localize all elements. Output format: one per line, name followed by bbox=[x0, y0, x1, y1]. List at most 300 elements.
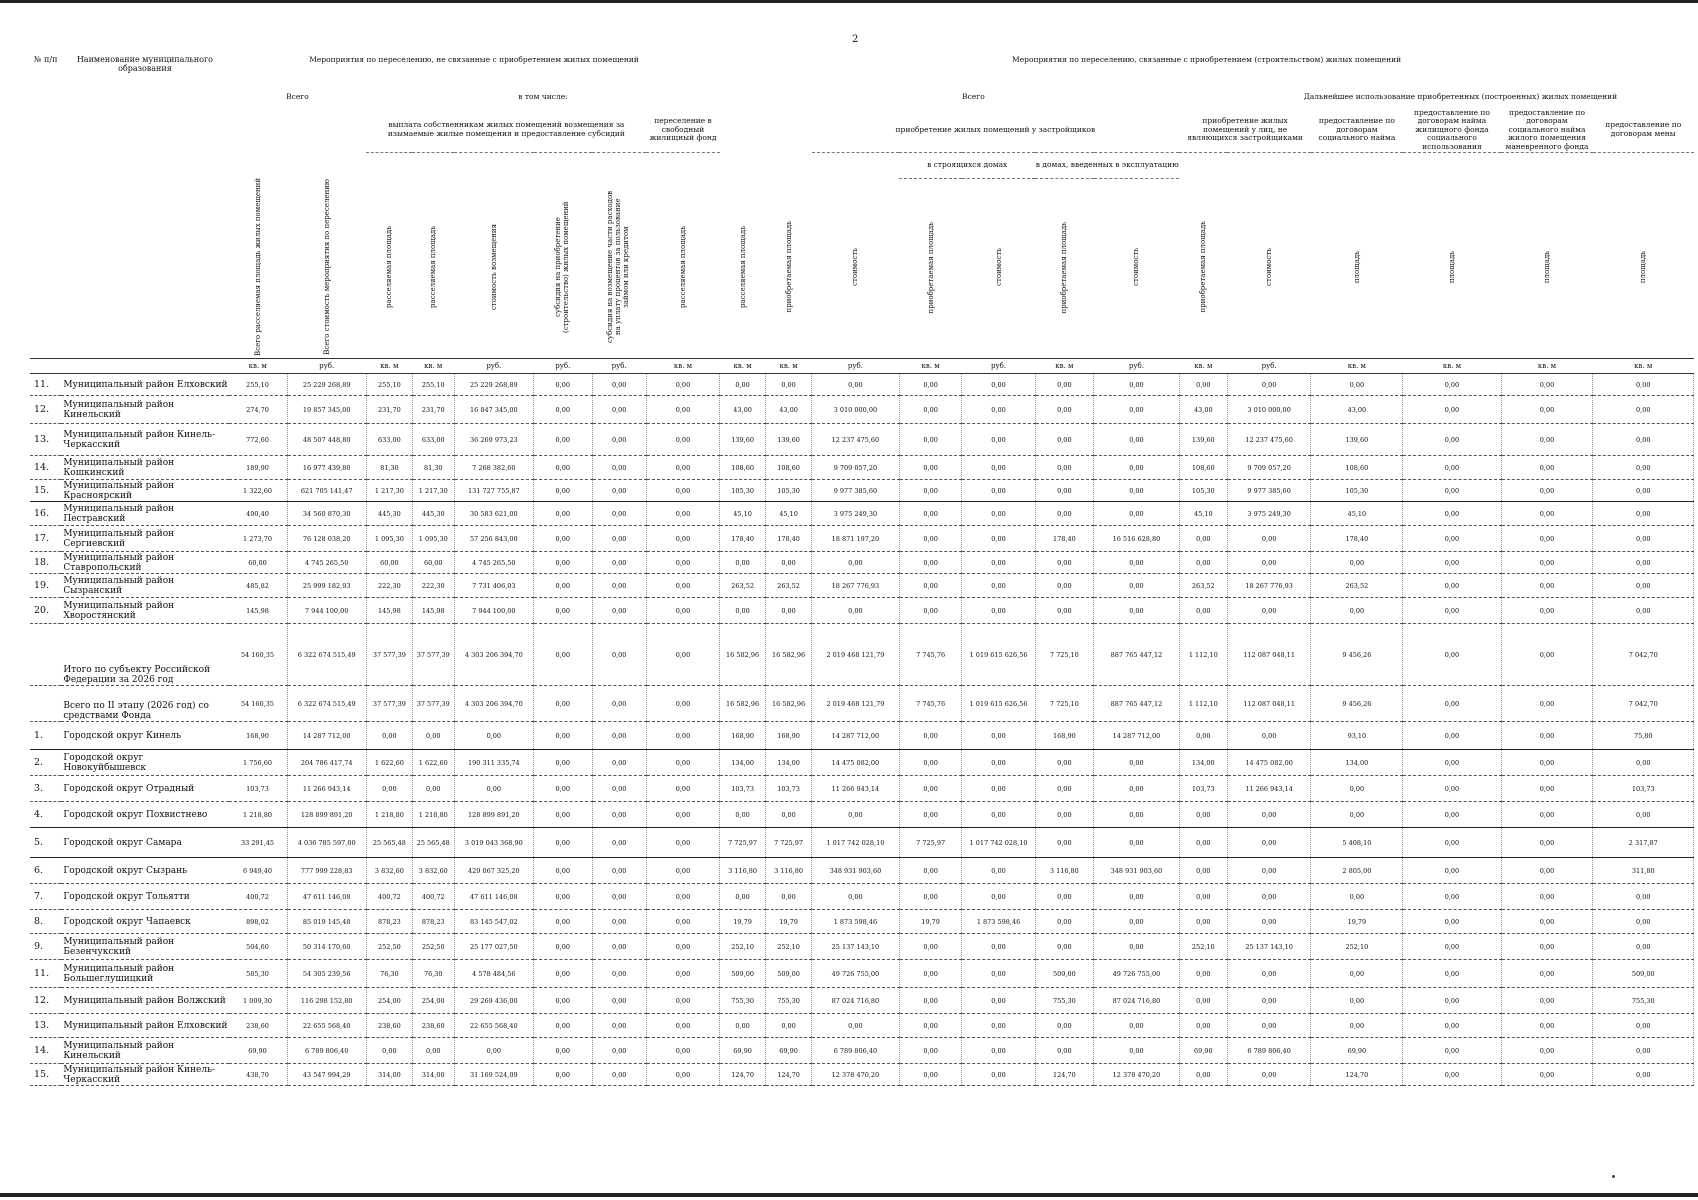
value-cell: 0,00 bbox=[1035, 1038, 1094, 1064]
value-cell: 16 977 439,80 bbox=[287, 456, 366, 480]
value-cell: 0,00 bbox=[1501, 526, 1593, 552]
value-cell: 0,00 bbox=[646, 552, 719, 574]
value-cell: 0,00 bbox=[534, 776, 593, 802]
value-cell: 0,00 bbox=[646, 960, 719, 988]
value-cell: 0,00 bbox=[899, 598, 962, 624]
value-cell: 0,00 bbox=[646, 480, 719, 502]
value-cell: 0,00 bbox=[412, 1038, 454, 1064]
value-cell: 3 975 249,30 bbox=[812, 502, 900, 526]
unit-cell: руб. bbox=[1227, 359, 1311, 374]
value-cell: 0,00 bbox=[592, 1064, 646, 1086]
name-col-header: Наименование муниципального образования bbox=[76, 56, 213, 73]
value-cell: 0,00 bbox=[1403, 396, 1501, 424]
value-cell: 0,00 bbox=[1227, 858, 1311, 884]
value-cell: 81,30 bbox=[366, 456, 412, 480]
value-cell: 69,90 bbox=[1179, 1038, 1227, 1064]
value-cell: 0,00 bbox=[1593, 526, 1694, 552]
value-cell: 7 268 382,60 bbox=[454, 456, 533, 480]
row-number: 18. bbox=[30, 552, 61, 574]
value-cell: 348 931 903,60 bbox=[812, 858, 900, 884]
value-cell: 0,00 bbox=[962, 374, 1035, 396]
value-cell: 168,90 bbox=[766, 722, 812, 750]
value-cell: 0,00 bbox=[812, 374, 900, 396]
value-cell: 0,00 bbox=[1179, 526, 1227, 552]
vsego-b-header: Всего bbox=[962, 91, 985, 101]
value-cell: 0,00 bbox=[1179, 722, 1227, 750]
row-number: 13. bbox=[30, 1014, 61, 1038]
value-cell: 0,00 bbox=[1593, 802, 1694, 828]
value-cell: 57 256 843,00 bbox=[454, 526, 533, 552]
value-cell: 1 218,80 bbox=[366, 802, 412, 828]
value-cell: 49 726 755,00 bbox=[1094, 960, 1180, 988]
value-cell: 0,00 bbox=[1179, 884, 1227, 910]
value-cell: 14 287 712,00 bbox=[1094, 722, 1180, 750]
col-header-5: стоимость возмещения bbox=[489, 223, 498, 311]
value-cell: 0,00 bbox=[592, 598, 646, 624]
value-cell: 19,79 bbox=[899, 910, 962, 934]
value-cell: 0,00 bbox=[646, 1014, 719, 1038]
value-cell: 0,00 bbox=[646, 802, 719, 828]
value-cell: 0,00 bbox=[1179, 910, 1227, 934]
value-cell: 47 611 146,08 bbox=[454, 884, 533, 910]
value-cell: 0,00 bbox=[534, 624, 593, 686]
value-cell: 19,79 bbox=[720, 910, 766, 934]
value-cell: 134,00 bbox=[1311, 750, 1403, 776]
value-cell: 0,00 bbox=[1035, 598, 1094, 624]
value-cell: 69,90 bbox=[766, 1038, 812, 1064]
value-cell: 0,00 bbox=[1035, 396, 1094, 424]
value-cell: 0,00 bbox=[1311, 884, 1403, 910]
value-cell: 0,00 bbox=[962, 598, 1035, 624]
value-cell: 34 560 870,30 bbox=[287, 502, 366, 526]
value-cell: 1 112,10 bbox=[1179, 624, 1227, 686]
value-cell: 0,00 bbox=[592, 502, 646, 526]
value-cell: 0,00 bbox=[366, 1038, 412, 1064]
value-cell: 43,00 bbox=[720, 396, 766, 424]
value-cell: 19 857 345,00 bbox=[287, 396, 366, 424]
value-cell: 0,00 bbox=[646, 396, 719, 424]
value-cell: 7 745,76 bbox=[899, 624, 962, 686]
unit-cell: кв. м bbox=[720, 359, 766, 374]
value-cell: 0,00 bbox=[592, 722, 646, 750]
value-cell: 490,40 bbox=[229, 502, 288, 526]
value-cell: 76,30 bbox=[412, 960, 454, 988]
value-cell: 0,00 bbox=[534, 1014, 593, 1038]
use-naim-header: предоставление по договорам найма жилищного фонда социального использования bbox=[1403, 108, 1501, 152]
table-row bbox=[30, 884, 1694, 910]
value-cell: 0,00 bbox=[1403, 424, 1501, 456]
value-cell: 45,10 bbox=[766, 502, 812, 526]
row-number: 20. bbox=[30, 598, 61, 624]
unit-cell: кв. м bbox=[1311, 359, 1403, 374]
value-cell: 0,00 bbox=[1403, 802, 1501, 828]
value-cell: 49 726 755,00 bbox=[812, 960, 900, 988]
value-cell: 0,00 bbox=[1179, 374, 1227, 396]
value-cell: 0,00 bbox=[1501, 424, 1593, 456]
value-cell: 0,00 bbox=[962, 960, 1035, 988]
value-cell: 0,00 bbox=[1593, 1014, 1694, 1038]
value-cell: 0,00 bbox=[962, 858, 1035, 884]
value-cell: 45,10 bbox=[720, 502, 766, 526]
value-cell: 1 218,80 bbox=[412, 802, 454, 828]
value-cell: 0,00 bbox=[646, 456, 719, 480]
value-cell: 0,00 bbox=[1403, 776, 1501, 802]
col-header-20: площадь bbox=[1543, 250, 1552, 284]
resettlement-table bbox=[30, 56, 1694, 1086]
value-cell: 29 269 436,00 bbox=[454, 988, 533, 1014]
value-cell: 145,98 bbox=[366, 598, 412, 624]
value-cell: 131 727 755,87 bbox=[454, 480, 533, 502]
value-cell: 0,00 bbox=[1403, 456, 1501, 480]
value-cell: 4 303 206 394,70 bbox=[454, 624, 533, 686]
value-cell: 0,00 bbox=[1094, 574, 1180, 598]
value-cell: 0,00 bbox=[1311, 552, 1403, 574]
value-cell: 0,00 bbox=[1035, 502, 1094, 526]
stroyaschiesya-header: в строящихся домах bbox=[899, 152, 1035, 178]
value-cell: 255,10 bbox=[229, 374, 288, 396]
value-cell: 16 582,96 bbox=[766, 624, 812, 686]
value-cell: 22 655 568,40 bbox=[454, 1014, 533, 1038]
value-cell: 1 873 598,46 bbox=[812, 910, 900, 934]
unit-cell: кв. м bbox=[1403, 359, 1501, 374]
value-cell: 0,00 bbox=[1035, 802, 1094, 828]
value-cell: 7 725,97 bbox=[720, 828, 766, 858]
value-cell: 0,00 bbox=[534, 1038, 593, 1064]
value-cell: 178,40 bbox=[1311, 526, 1403, 552]
value-cell: 81,30 bbox=[412, 456, 454, 480]
value-cell: 0,00 bbox=[720, 374, 766, 396]
value-cell: 0,00 bbox=[962, 502, 1035, 526]
group-b-header: Мероприятия по переселению, связанные с приобретением (строительством) жилых помещений bbox=[1012, 56, 1402, 64]
value-cell: 2 317,87 bbox=[1593, 828, 1694, 858]
value-cell: 0,00 bbox=[962, 456, 1035, 480]
municipality-name: Городской округ Новокуйбышевск bbox=[61, 750, 228, 776]
value-cell: 9 709 057,20 bbox=[812, 456, 900, 480]
municipality-name: Муниципальный район Кинельский bbox=[61, 1038, 228, 1064]
value-cell: 14 475 082,00 bbox=[1227, 750, 1311, 776]
value-cell: 0,00 bbox=[1227, 722, 1311, 750]
value-cell: 1 017 742 028,10 bbox=[812, 828, 900, 858]
value-cell: 108,60 bbox=[720, 456, 766, 480]
value-cell: 0,00 bbox=[1593, 574, 1694, 598]
municipality-name: Муниципальный район Сергиевский bbox=[61, 526, 228, 552]
value-cell: 76 128 038,20 bbox=[287, 526, 366, 552]
value-cell: 0,00 bbox=[454, 776, 533, 802]
value-cell: 0,00 bbox=[766, 884, 812, 910]
value-cell: 0,00 bbox=[1593, 884, 1694, 910]
value-cell: 0,00 bbox=[646, 722, 719, 750]
unit-cell: кв. м bbox=[1593, 359, 1694, 374]
value-cell: 1 273,70 bbox=[229, 526, 288, 552]
value-cell: 0,00 bbox=[1403, 1014, 1501, 1038]
value-cell: 0,00 bbox=[534, 424, 593, 456]
value-cell: 0,00 bbox=[592, 910, 646, 934]
col-header-13: стоимость bbox=[994, 248, 1003, 287]
unit-cell: кв. м bbox=[412, 359, 454, 374]
value-cell: 7 042,70 bbox=[1593, 624, 1694, 686]
value-cell: 0,00 bbox=[534, 960, 593, 988]
municipality-name: Муниципальный район Безенчукский bbox=[61, 934, 228, 960]
value-cell: 0,00 bbox=[1593, 1064, 1694, 1086]
use-manevr-header: предоставление по договорам социального найма жилого помещения маневренного фонда bbox=[1501, 108, 1593, 152]
value-cell: 16 847 345,00 bbox=[454, 396, 533, 424]
value-cell: 238,60 bbox=[366, 1014, 412, 1038]
value-cell: 0,00 bbox=[592, 884, 646, 910]
value-cell: 9 977 385,60 bbox=[812, 480, 900, 502]
value-cell: 0,00 bbox=[899, 750, 962, 776]
col-header-1: Всего расселяемая площадь жилых помещений bbox=[253, 178, 262, 356]
value-cell: 0,00 bbox=[592, 776, 646, 802]
value-cell: 6 789 806,40 bbox=[287, 1038, 366, 1064]
value-cell: 1 019 615 626,56 bbox=[962, 624, 1035, 686]
value-cell: 4 036 785 597,00 bbox=[287, 828, 366, 858]
value-cell: 75,80 bbox=[1593, 722, 1694, 750]
value-cell: 2 019 468 121,79 bbox=[812, 686, 900, 722]
value-cell: 6 949,40 bbox=[229, 858, 288, 884]
unit-cell: руб. bbox=[287, 359, 366, 374]
value-cell: 124,70 bbox=[1035, 1064, 1094, 1086]
value-cell: 9 456,26 bbox=[1311, 686, 1403, 722]
value-cell: 0,00 bbox=[646, 1038, 719, 1064]
value-cell: 0,00 bbox=[962, 776, 1035, 802]
value-cell: 254,00 bbox=[412, 988, 454, 1014]
value-cell: 0,00 bbox=[1311, 598, 1403, 624]
value-cell: 0,00 bbox=[899, 574, 962, 598]
value-cell: 0,00 bbox=[534, 526, 593, 552]
value-cell: 0,00 bbox=[1403, 722, 1501, 750]
value-cell: 18 871 197,20 bbox=[812, 526, 900, 552]
value-cell: 0,00 bbox=[646, 828, 719, 858]
value-cell: 0,00 bbox=[646, 624, 719, 686]
value-cell: 263,52 bbox=[1311, 574, 1403, 598]
value-cell: 1 873 598,46 bbox=[962, 910, 1035, 934]
col-header-18: площадь bbox=[1352, 250, 1361, 284]
value-cell: 0,00 bbox=[1035, 828, 1094, 858]
value-cell: 1 095,30 bbox=[412, 526, 454, 552]
value-cell: 252,10 bbox=[1179, 934, 1227, 960]
unit-cell: руб. bbox=[962, 359, 1035, 374]
value-cell: 0,00 bbox=[899, 480, 962, 502]
value-cell: 0,00 bbox=[1094, 910, 1180, 934]
vsego-header: Всего bbox=[286, 91, 309, 101]
value-cell: 0,00 bbox=[1035, 574, 1094, 598]
value-cell: 0,00 bbox=[592, 424, 646, 456]
value-cell: 0,00 bbox=[412, 776, 454, 802]
value-cell: 0,00 bbox=[899, 934, 962, 960]
table-row bbox=[30, 1014, 1694, 1038]
value-cell: 16 582,96 bbox=[766, 686, 812, 722]
value-cell: 4 745 265,50 bbox=[287, 552, 366, 574]
value-cell: 633,00 bbox=[366, 424, 412, 456]
value-cell: 124,70 bbox=[1311, 1064, 1403, 1086]
value-cell: 0,00 bbox=[1501, 598, 1593, 624]
value-cell: 0,00 bbox=[534, 574, 593, 598]
value-cell: 777 999 228,83 bbox=[287, 858, 366, 884]
scan-speck bbox=[1612, 1175, 1615, 1178]
value-cell: 0,00 bbox=[592, 750, 646, 776]
value-cell: 0,00 bbox=[412, 722, 454, 750]
value-cell: 60,00 bbox=[412, 552, 454, 574]
value-cell: 103,73 bbox=[1179, 776, 1227, 802]
value-cell: 0,00 bbox=[962, 884, 1035, 910]
value-cell: 0,00 bbox=[592, 960, 646, 988]
table-row bbox=[30, 526, 1694, 552]
value-cell: 33 291,45 bbox=[229, 828, 288, 858]
value-cell: 19,79 bbox=[1311, 910, 1403, 934]
value-cell: 0,00 bbox=[1094, 552, 1180, 574]
value-cell: 438,70 bbox=[229, 1064, 288, 1086]
value-cell: 0,00 bbox=[899, 884, 962, 910]
value-cell: 50 314 170,60 bbox=[287, 934, 366, 960]
value-cell: 0,00 bbox=[1311, 960, 1403, 988]
value-cell: 0,00 bbox=[1035, 750, 1094, 776]
value-cell: 0,00 bbox=[1311, 1014, 1403, 1038]
value-cell: 19,79 bbox=[766, 910, 812, 934]
value-cell: 0,00 bbox=[534, 456, 593, 480]
value-cell: 0,00 bbox=[1403, 686, 1501, 722]
value-cell: 0,00 bbox=[534, 686, 593, 722]
value-cell: 0,00 bbox=[962, 722, 1035, 750]
value-cell: 1 218,80 bbox=[229, 802, 288, 828]
top-border bbox=[0, 0, 1698, 3]
value-cell: 0,00 bbox=[1227, 374, 1311, 396]
value-cell: 0,00 bbox=[962, 1014, 1035, 1038]
value-cell: 0,00 bbox=[1403, 934, 1501, 960]
value-cell: 25 565,48 bbox=[412, 828, 454, 858]
value-cell: 0,00 bbox=[592, 828, 646, 858]
table-row bbox=[30, 424, 1694, 456]
value-cell: 0,00 bbox=[962, 526, 1035, 552]
unit-cell: кв. м bbox=[366, 359, 412, 374]
svobodny-header: переселение в свободный жилищный фонд bbox=[646, 108, 719, 152]
value-cell: 1 217,30 bbox=[366, 480, 412, 502]
value-cell: 0,00 bbox=[1179, 828, 1227, 858]
row-number: 19. bbox=[30, 574, 61, 598]
value-cell: 7 042,70 bbox=[1593, 686, 1694, 722]
municipality-name: Муниципальный район Пестравский bbox=[61, 502, 228, 526]
value-cell: 11 266 943,14 bbox=[812, 776, 900, 802]
bottom-border bbox=[0, 1193, 1698, 1197]
table-row bbox=[30, 624, 1694, 686]
value-cell: 145,98 bbox=[412, 598, 454, 624]
row-number: 14. bbox=[30, 1038, 61, 1064]
value-cell: 0,00 bbox=[366, 776, 412, 802]
value-cell: 0,00 bbox=[1094, 802, 1180, 828]
row-number: 15. bbox=[30, 480, 61, 502]
value-cell: 0,00 bbox=[1501, 1014, 1593, 1038]
value-cell: 0,00 bbox=[1094, 750, 1180, 776]
value-cell: 0,00 bbox=[534, 828, 593, 858]
value-cell: 252,10 bbox=[766, 934, 812, 960]
value-cell: 16 516 628,80 bbox=[1094, 526, 1180, 552]
value-cell: 238,60 bbox=[412, 1014, 454, 1038]
value-cell: 139,60 bbox=[766, 424, 812, 456]
vertical-headers-row bbox=[30, 178, 1694, 359]
value-cell: 43,00 bbox=[1311, 396, 1403, 424]
value-cell: 168,90 bbox=[1035, 722, 1094, 750]
municipality-name: Муниципальный район Кинель-Черкасский bbox=[61, 1064, 228, 1086]
use-social-header: предоставление по договорам социального найма bbox=[1311, 108, 1403, 152]
value-cell: 7 725,10 bbox=[1035, 686, 1094, 722]
value-cell: 0,00 bbox=[1227, 828, 1311, 858]
value-cell: 252,50 bbox=[366, 934, 412, 960]
municipality-name: Городской округ Кинель bbox=[61, 722, 228, 750]
row-number: 17. bbox=[30, 526, 61, 552]
col-header-21: площадь bbox=[1639, 250, 1648, 284]
value-cell: 231,70 bbox=[366, 396, 412, 424]
value-cell: 222,30 bbox=[412, 574, 454, 598]
value-cell: 7 725,97 bbox=[899, 828, 962, 858]
page-number: 2 bbox=[852, 34, 859, 45]
value-cell: 0,00 bbox=[899, 526, 962, 552]
value-cell: 0,00 bbox=[534, 988, 593, 1014]
value-cell: 0,00 bbox=[1035, 374, 1094, 396]
value-cell: 0,00 bbox=[1311, 802, 1403, 828]
municipality-name: Городской округ Похвистнево bbox=[61, 802, 228, 828]
value-cell: 755,30 bbox=[1593, 988, 1694, 1014]
value-cell: 43,00 bbox=[1179, 396, 1227, 424]
value-cell: 1 009,30 bbox=[229, 988, 288, 1014]
value-cell: 509,00 bbox=[1593, 960, 1694, 988]
value-cell: 54 160,35 bbox=[229, 624, 288, 686]
table-row bbox=[30, 934, 1694, 960]
value-cell: 105,30 bbox=[1179, 480, 1227, 502]
municipality-name: Муниципальный район Кинельский bbox=[61, 396, 228, 424]
value-cell: 112 087 048,11 bbox=[1227, 624, 1311, 686]
value-cell: 585,30 bbox=[229, 960, 288, 988]
value-cell: 0,00 bbox=[720, 598, 766, 624]
value-cell: 0,00 bbox=[534, 480, 593, 502]
use-mena-header: предоставление по договорам мены bbox=[1593, 108, 1694, 152]
value-cell: 755,30 bbox=[766, 988, 812, 1014]
value-cell: 0,00 bbox=[1094, 776, 1180, 802]
value-cell: 0,00 bbox=[1094, 934, 1180, 960]
municipality-name: Муниципальный район Елховский bbox=[61, 374, 228, 396]
value-cell: 25 565,48 bbox=[366, 828, 412, 858]
row-number: 8. bbox=[30, 910, 61, 934]
value-cell: 445,30 bbox=[412, 502, 454, 526]
value-cell: 0,00 bbox=[534, 502, 593, 526]
value-cell: 0,00 bbox=[720, 802, 766, 828]
value-cell: 0,00 bbox=[1501, 1038, 1593, 1064]
value-cell: 0,00 bbox=[592, 934, 646, 960]
row-number: 13. bbox=[30, 424, 61, 456]
col-header-15: стоимость bbox=[1132, 248, 1141, 287]
value-cell: 0,00 bbox=[592, 686, 646, 722]
ne-zastroyschik-header: приобретение жилых помещений у лиц, не являющихся застройщиками bbox=[1179, 108, 1311, 152]
value-cell: 9 977 385,60 bbox=[1227, 480, 1311, 502]
value-cell: 16 582,96 bbox=[720, 686, 766, 722]
col-header-7: субсидия на возмещение части расходов на уплату процентов за пользование займом или кредитом bbox=[606, 190, 631, 344]
rows-part-2 bbox=[30, 722, 1694, 1086]
value-cell: 0,00 bbox=[1501, 828, 1593, 858]
value-cell: 0,00 bbox=[899, 502, 962, 526]
value-cell: 168,90 bbox=[720, 722, 766, 750]
value-cell: 0,00 bbox=[766, 374, 812, 396]
value-cell: 0,00 bbox=[1035, 884, 1094, 910]
value-cell: 878,23 bbox=[366, 910, 412, 934]
unit-cell: кв. м bbox=[1035, 359, 1094, 374]
table-row bbox=[30, 374, 1694, 396]
unit-cell: кв. м bbox=[766, 359, 812, 374]
value-cell: 0,00 bbox=[1227, 1064, 1311, 1086]
value-cell: 0,00 bbox=[1179, 960, 1227, 988]
municipality-name: Муниципальный район Сызранский bbox=[61, 574, 228, 598]
value-cell: 0,00 bbox=[899, 1064, 962, 1086]
municipality-name: Муниципальный район Кинель-Черкасский bbox=[61, 424, 228, 456]
value-cell: 0,00 bbox=[646, 988, 719, 1014]
row-number bbox=[30, 624, 61, 686]
